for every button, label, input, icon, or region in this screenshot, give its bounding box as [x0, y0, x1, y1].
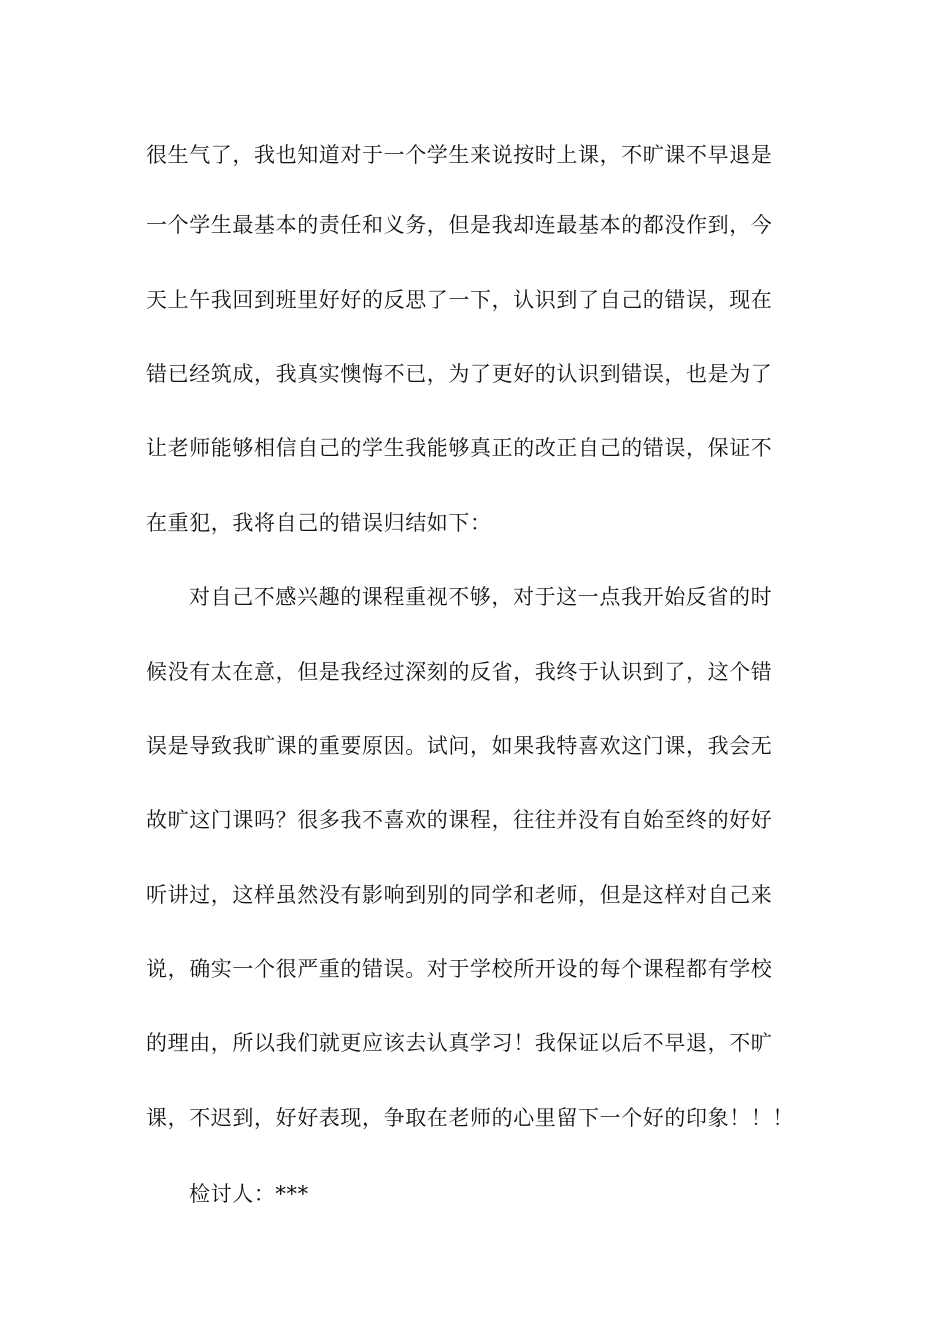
text-line: 让老师能够相信自己的学生我能够真正的改正自己的错误，保证不 — [146, 436, 773, 460]
text-line: 一个学生最基本的责任和义务，但是我却连最基本的都没作到，今 — [146, 213, 773, 237]
text-line: 候没有太在意，但是我经过深刻的反省，我终于认识到了，这个错 — [146, 660, 773, 684]
text-line: 课，不迟到，好好表现，争取在老师的心里留下一个好的印象！！！ — [146, 1106, 794, 1130]
text-line: 在重犯，我将自己的错误归结如下： — [146, 511, 492, 535]
signature-line: 检讨人：*** — [189, 1182, 309, 1206]
text-line: 误是导致我旷课的重要原因。试问，如果我特喜欢这门课，我会无 — [146, 734, 773, 758]
paragraph-first-line: 对自己不感兴趣的课程重视不够，对于这一点我开始反省的时 — [189, 585, 773, 609]
text-line: 听讲过，这样虽然没有影响到别的同学和老师，但是这样对自己来 — [146, 883, 773, 907]
text-line: 说，确实一个很严重的错误。对于学校所开设的每个课程都有学校 — [146, 957, 773, 981]
text-line: 很生气了，我也知道对于一个学生来说按时上课，不旷课不早退是 — [146, 143, 773, 167]
text-line: 的理由，所以我们就更应该去认真学习！我保证以后不早退，不旷 — [146, 1031, 773, 1055]
text-line: 故旷这门课吗？很多我不喜欢的课程，往往并没有自始至终的好好 — [146, 808, 773, 832]
text-line: 天上午我回到班里好好的反思了一下，认识到了自己的错误，现在 — [146, 288, 773, 312]
text-line: 错已经筑成，我真实懊悔不已，为了更好的认识到错误，也是为了 — [146, 362, 773, 386]
